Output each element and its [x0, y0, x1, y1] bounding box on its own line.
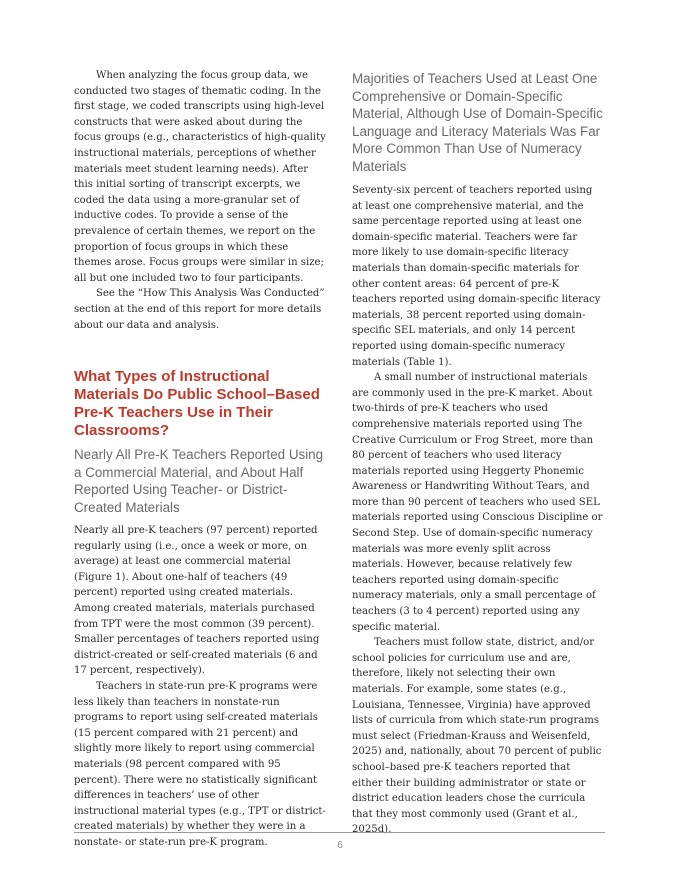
right-column: [352, 68, 604, 838]
body-paragraph: When analyzing the focus group data, we conducted two stages of thematic coding. In the first stage, we coded transcripts using high-level constructs that were asked about during the focus groups (e.g., characteristics of high-quality instructional materials, perceptions of whether materials meet student learning needs). After this initial sorting of transcript excerpts, we coded the data using a more-granular set of inductive codes. To provide a sense of the prevalence of certain themes, we report on the proportion of focus groups in which these themes arose. Focus groups were similar in size; all but one included two to four participants.: [74, 70, 326, 284]
left-column: [74, 68, 326, 851]
body-paragraph: See the “How This Analysis Was Conducted” section at the end of this report for more details about our data and analysis.: [74, 288, 325, 331]
section-heading: What Types of Instructional Materials Do Public School–Based Pre-K Teachers Use in Their Classrooms?: [74, 368, 320, 440]
body-paragraph: A small number of instructional materials are commonly used in the pre-K market. About two-thirds of pre-K teachers who used comprehensive materials reported using The Creative Curriculum or Frog Street, more than 80 percent of teachers who used literacy materials reported using Heggerty Phonemic Awareness or Handwriting Without Tears, and more than 90 percent of teachers who used SEL materials reported using Conscious Discipline or Second Step. Use of domain-specific numeracy materials was more evenly split across materials. However, because relatively few teachers reported using domain-specific numeracy materials, only a small percentage of teachers (3 to 4 percent) reported using any specific material.: [352, 372, 603, 633]
body-paragraph: Teachers in state-run pre-K programs were less likely than teachers in nonstate-run programs to report using self-created materials (15 percent compared with 21 percent) and slightly more likely to report using commercial materials (98 percent compared with 95 percent). There were no statistically significant differences in teachers’ use of other instructional material types (e.g., TPT or district-created materials) by whether they were in a nonstate- or state-run pre-K program.: [74, 681, 326, 848]
body-paragraph: Teachers must follow state, district, and/or school policies for curriculum use and are, therefore, likely not selecting their own materials. For example, some states (e.g., Louisiana, Tennessee, Virginia) have approved lists of curricula from which state-run programs must select (Friedman-Krauss and Weisenfeld, 2025) and, nationally, about 70 percent of public school–based pre-K teachers reported that either their building administrator or state or district education leaders chose the curricula that they most commonly used (Grant et al., 2025d).: [352, 637, 602, 836]
subheading: Nearly All Pre-K Teachers Reported Using a Commercial Material, and About Half Reported Using Teacher- or District-Created Materials: [74, 447, 324, 515]
subheading: Majorities of Teachers Used at Least One Comprehensive or Domain-Specific Material, Although Use of Domain-Specific Language and Literacy Materials Was Far More Common Than Use of Numeracy Materials: [352, 71, 603, 174]
body-paragraph: Nearly all pre-K teachers (97 percent) reported regularly using (i.e., once a week or more, on average) at least one commercial material (Figure 1). About one-half of teachers (49 percent) reported using created materials. Among created materials, materials purchased from TPT were the most common (39 percent). Smaller percentages of teachers reported using district-created or self-created materials (6 and 17 percent, respectively).: [74, 525, 320, 677]
page-number: 6: [337, 840, 343, 851]
footer-rule: [74, 832, 605, 833]
body-paragraph: Seventy-six percent of teachers reported using at least one comprehensive material, and the same percentage reported using at least one domain-specific material. Teachers were far more likely to use domain-specific literacy materials than domain-specific materials for other content areas: 64 percent of pre-K teachers reported using domain-specific literacy materials, 38 percent reported using domain-specific SEL materials, and only 14 percent reported using domain-specific numeracy materials (Table 1).: [352, 185, 601, 368]
